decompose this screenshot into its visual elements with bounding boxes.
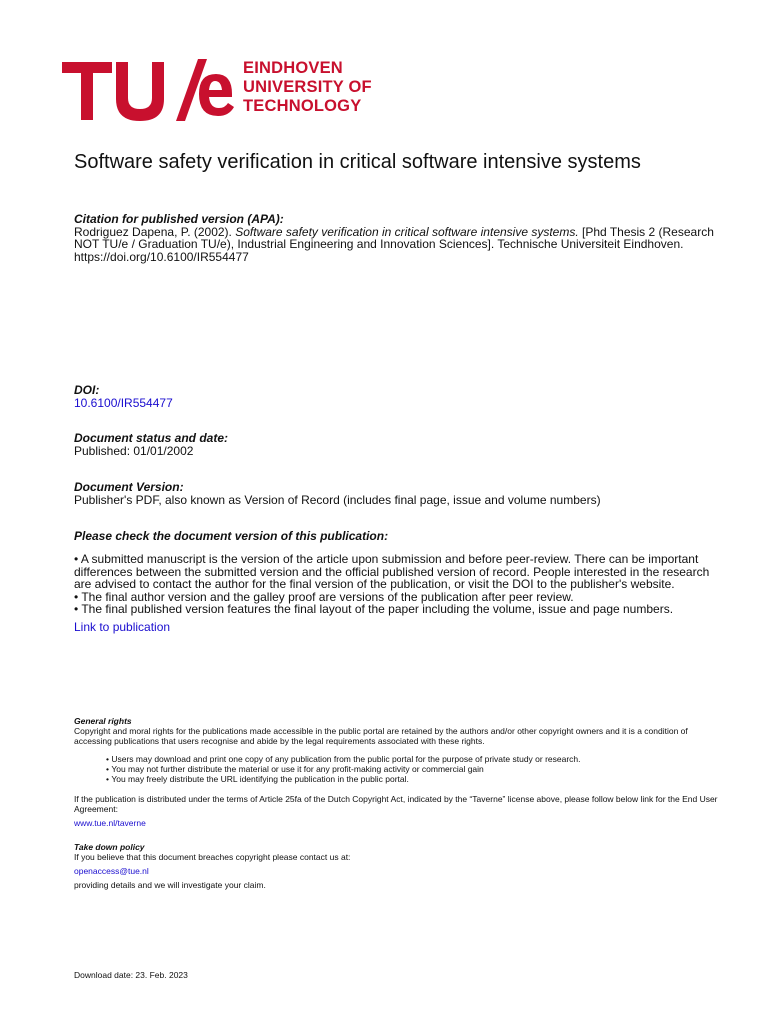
- version-label: Document Version:: [74, 480, 184, 494]
- takedown-section: [74, 842, 724, 890]
- university-name-line: EINDHOVEN: [243, 59, 343, 77]
- citation-section: [74, 213, 714, 263]
- status-label: Document status and date:: [74, 431, 229, 445]
- doi-section: [74, 384, 714, 409]
- takedown-text: If you believe that this document breaches copyright please contact us at:: [74, 852, 351, 862]
- version-section: [74, 481, 714, 506]
- check-item: • The final author version and the galley proof are versions of the publication after peer review.: [74, 589, 574, 604]
- status-value: Published: 01/01/2002: [74, 443, 194, 458]
- check-label: Please check the document version of this publication:: [74, 529, 389, 543]
- taverne-text: If the publication is distributed under the terms of Article 25fa of the Dutch Copyright Act, indicated by the “Taverne” license above, please follow below link for the End User Agreement:: [74, 794, 718, 814]
- rights-intro: Copyright and moral rights for the publications made accessible in the public portal are retained by the authors and/or other copyright owners and it is a condition of accessing publications that users recognise and abide by the legal requirements associated with these rights.: [74, 726, 688, 746]
- rights-list: [74, 754, 724, 784]
- version-value: Publisher's PDF, also known as Version of Record (includes final page, issue and volume numbers): [74, 492, 601, 507]
- doi-label: DOI:: [74, 383, 100, 397]
- rights-list-item: • You may not further distribute the material or use it for any profit-making activity or commercial gain: [106, 764, 724, 774]
- contact-email-link[interactable]: openaccess@tue.nl: [74, 866, 149, 876]
- takedown-label: Take down policy: [74, 842, 145, 852]
- status-section: [74, 432, 714, 457]
- rights-section: [74, 716, 724, 828]
- check-section: [74, 530, 714, 543]
- document-title: Software safety verification in critical software intensive systems: [74, 151, 641, 173]
- citation-label: Citation for published version (APA):: [74, 212, 284, 226]
- check-item: • The final published version features the final layout of the paper including the volume, issue and page numbers.: [74, 602, 674, 616]
- publication-link[interactable]: Link to publication: [74, 619, 171, 634]
- check-item: • A submitted manuscript is the version of the article upon submission and before peer-review. There can be important differences between the submitted version and the official published version of record. People interested in the research are advised to contact the author for the final version of the publication, or visit the DOI to the publisher's website.: [74, 552, 710, 591]
- rights-label: General rights: [74, 716, 132, 726]
- university-name: [243, 59, 372, 116]
- university-name-line: UNIVERSITY OF: [243, 78, 372, 96]
- rights-list-item: • Users may download and print one copy of any publication from the public portal for the purpose of private study or research.: [106, 754, 724, 764]
- tue-logo-mark: [62, 58, 234, 128]
- citation-details: [Phd Thesis 2 (Research NOT TU/e / Graduation TU/e), Industrial Engineering and Innovation Sciences]. Technische Universiteit Eindhoven. https://doi.org/10.6100/IR554477: [74, 224, 714, 264]
- download-date: Download date: 23. Feb. 2023: [74, 970, 188, 980]
- doi-link[interactable]: 10.6100/IR554477: [74, 395, 173, 410]
- rights-list-item: • You may freely distribute the URL identifying the publication in the public portal.: [106, 774, 724, 784]
- citation-authors: Rodriguez Dapena, P. (2002).: [74, 224, 236, 239]
- tue-logo: [62, 58, 392, 128]
- takedown-closing: providing details and we will investigate your claim.: [74, 880, 266, 890]
- check-items: [74, 553, 714, 633]
- taverne-link[interactable]: www.tue.nl/taverne: [74, 818, 146, 828]
- university-name-line: TECHNOLOGY: [243, 97, 362, 115]
- citation-work-title: Software safety verification in critical software intensive systems.: [235, 224, 579, 239]
